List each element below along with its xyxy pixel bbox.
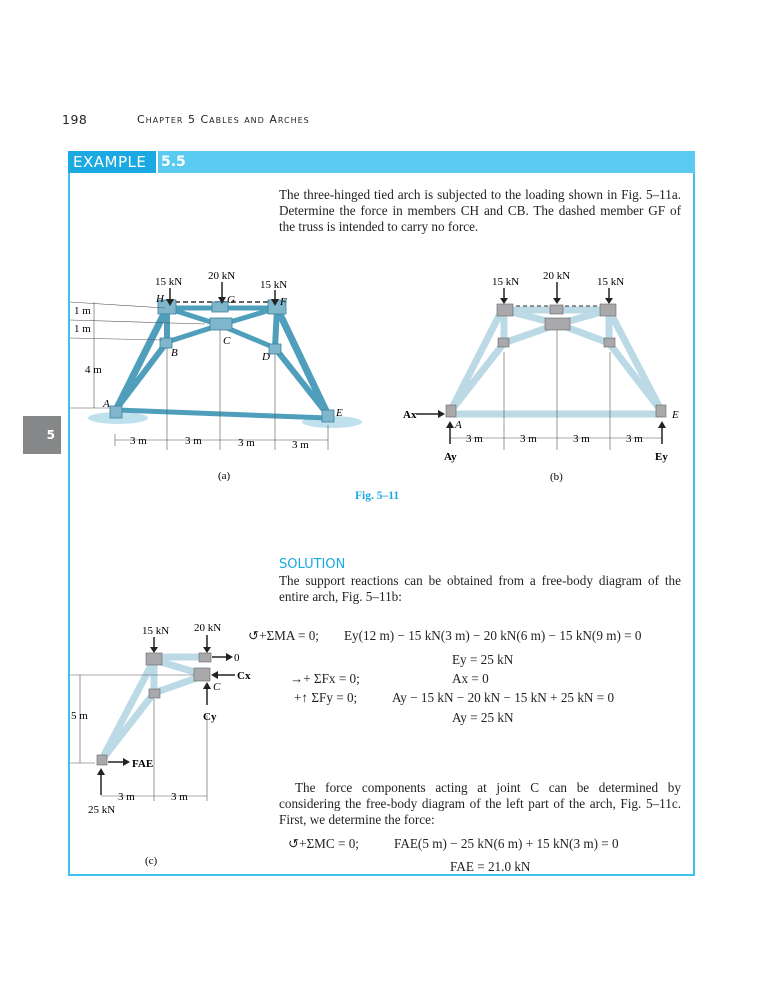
span-label: 3 m [185, 435, 202, 447]
gusset-B [498, 338, 509, 347]
height-label: 1 m [74, 323, 91, 335]
example-number: 5.5 [161, 154, 186, 170]
support-A [97, 755, 107, 765]
figure-b [390, 260, 700, 490]
force-label: FAE [132, 758, 154, 770]
figure-c [70, 615, 270, 875]
solution-paragraph: The force components acting at joint C can be determined by considering the free-body diagram of the left part of the arch, Fig. 5–11c. First, we determine the force: [279, 780, 681, 828]
span-label: 3 m [466, 433, 483, 445]
gusset-G [212, 302, 228, 312]
panel-label: (b) [550, 471, 563, 483]
joint-label: A [455, 419, 462, 431]
support-E [322, 410, 334, 422]
load-arrow [150, 647, 158, 653]
load-label: 20 kN [208, 270, 236, 282]
equation-condition: ↺+ΣMA = 0; [248, 628, 319, 643]
gusset-C [210, 318, 232, 330]
example-divider [156, 151, 158, 173]
gusset-H [497, 304, 513, 316]
member-AH [117, 308, 167, 408]
span-label: 3 m [292, 439, 309, 451]
load-label: 15 kN [597, 276, 625, 288]
load-arrow [203, 647, 211, 653]
support-E [656, 405, 666, 417]
gusset-F [600, 304, 616, 316]
span-label: 3 m [118, 791, 135, 803]
chapter-tab: 5 [23, 416, 61, 454]
load-label: 15 kN [492, 276, 520, 288]
load-label: 20 kN [194, 622, 222, 634]
reaction-arrow-Ax [438, 410, 445, 418]
load-label: 20 kN [543, 270, 571, 282]
zero-force-arrow [226, 653, 233, 661]
equation-expression: Ey = 25 kN [452, 652, 514, 667]
solution-heading: SOLUTION [279, 557, 346, 572]
support-A [446, 405, 456, 417]
span-label: 3 m [626, 433, 643, 445]
reaction-arrow-A [97, 768, 105, 775]
joint-label: E [672, 409, 679, 421]
gusset-H [146, 653, 162, 665]
equation-condition: +↑ ΣFy = 0; [294, 690, 358, 705]
tie-member [117, 410, 328, 418]
gusset-C [194, 668, 210, 681]
span-label: 3 m [171, 791, 188, 803]
span-label: 3 m [573, 433, 590, 445]
force-arrow-Cy [203, 682, 211, 689]
solution-intro: The support reactions can be obtained from a free-body diagram of the entire arch, Fig. 5–11b: [279, 573, 681, 605]
member-DE [609, 343, 662, 412]
load-label: 15 kN [155, 276, 183, 288]
load-arrow [553, 298, 561, 304]
force-label: Cy [203, 711, 217, 723]
force-arrow-FAE [123, 758, 130, 766]
load-label: 15 kN [142, 625, 170, 637]
equation-expression: FAE = 21.0 kN [450, 859, 531, 874]
running-head: Chapter 5 Cables and Arches [137, 113, 310, 126]
span-label: 3 m [520, 433, 537, 445]
span-label: 3 m [238, 437, 255, 449]
joint-label: G [227, 294, 235, 306]
height-label: 5 m [71, 710, 88, 722]
zero-force-label: 0 [234, 652, 240, 664]
height-label: 1 m [74, 305, 91, 317]
support-A [110, 406, 122, 418]
reaction-arrow-Ey [658, 421, 666, 428]
problem-statement: The three-hinged tied arch is subjected to the loading shown in Fig. 5–11a. Determine the force in members CH and CB. The dashed member GF of the truss is intended to carry no force. [279, 187, 681, 235]
joint-label: D [262, 351, 270, 363]
joint-label: E [336, 407, 343, 419]
force-label: Cx [237, 670, 251, 682]
support-reaction-label: 25 kN [88, 804, 116, 816]
panel-label: (c) [145, 855, 158, 867]
equation-expression: Ax = 0 [452, 671, 489, 686]
load-label: 15 kN [260, 279, 288, 291]
example-label: EXAMPLE [68, 151, 156, 173]
figure-caption: Fig. 5–11 [355, 490, 400, 502]
joint-label: C [223, 335, 231, 347]
equation-expression: Ay − 15 kN − 20 kN − 15 kN + 25 kN = 0 [392, 690, 615, 705]
joint-label: F [280, 296, 287, 308]
reaction-label: Ey [655, 451, 668, 463]
page-number: 198 [62, 112, 88, 127]
span-label: 3 m [130, 435, 147, 447]
equation-expression: Ay = 25 kN [452, 710, 514, 725]
equation-condition: ↺+ΣMC = 0; [288, 836, 359, 851]
equation-expression: FAE(5 m) − 25 kN(6 m) + 15 kN(3 m) = 0 [394, 836, 619, 851]
gusset-B [149, 689, 160, 698]
gusset-D [604, 338, 615, 347]
gusset-D [269, 344, 281, 354]
equation-expression: Ey(12 m) − 15 kN(3 m) − 20 kN(6 m) − 15 kN(9 m) = 0 [344, 628, 642, 643]
height-label: 4 m [85, 364, 102, 376]
joint-label: B [171, 347, 178, 359]
gusset-G [199, 653, 211, 662]
equation-condition: →+ ΣFx = 0; [290, 671, 360, 686]
joint-label: C [213, 681, 221, 693]
panel-label: (a) [218, 470, 231, 482]
reaction-arrow-Ay [446, 421, 454, 428]
joint-label: H [156, 293, 164, 305]
gusset-C [545, 318, 570, 330]
force-arrow-Cx [211, 671, 218, 679]
reaction-label: Ay [444, 451, 457, 463]
load-arrow [500, 298, 508, 304]
joint-label: A [103, 398, 110, 410]
figure-a [70, 260, 370, 490]
reaction-label: Ax [403, 409, 417, 421]
gusset-G [550, 305, 563, 314]
load-arrow [605, 298, 613, 304]
